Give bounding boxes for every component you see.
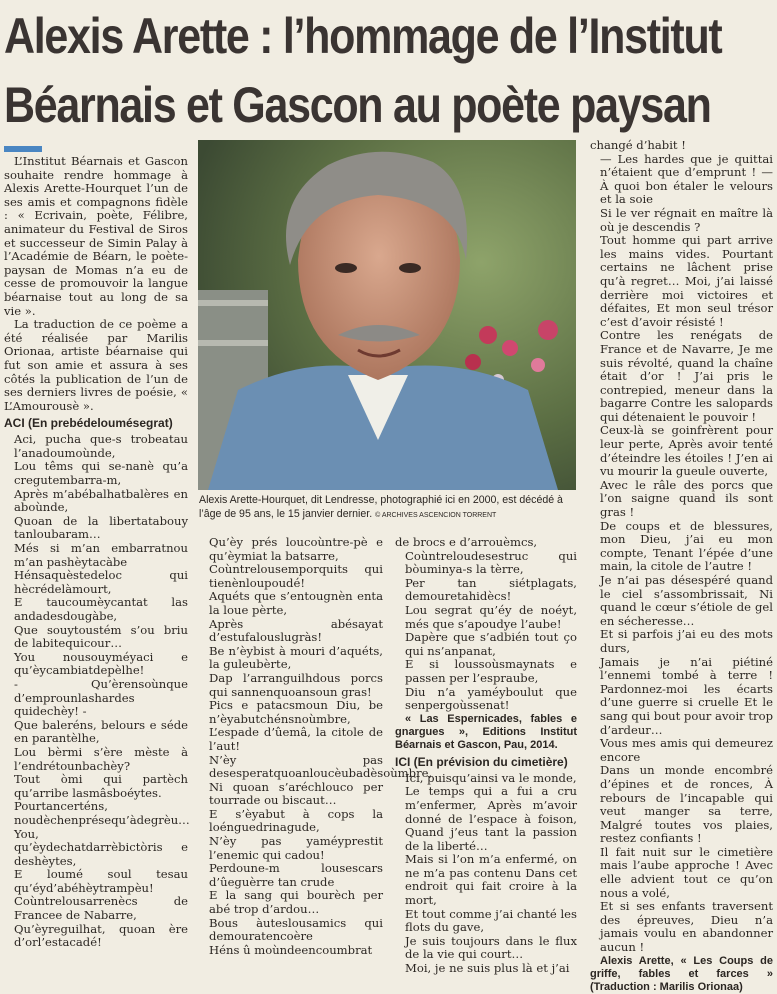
text-line: Je n’ai pas désespéré quand le ciel s’assombrissait, Ni quand le cœur s’étiole de gel en sécheresse… — [600, 573, 773, 628]
poem-translation-french-continued — [590, 139, 773, 955]
text-line: Si le ver régnait en maître là où je descendis ? — [600, 205, 773, 234]
text-line: E s’èyabut à cops la loénguedrinagude, — [209, 806, 383, 835]
text-line: Quoan de la libertatabouy tanloubaram… — [14, 513, 188, 542]
text-line: E si loussoùsmaynats e passen per l’espraube, — [405, 657, 577, 685]
column-3 — [395, 536, 577, 976]
photo-caption — [199, 494, 577, 522]
poem-verses-occitan-continued — [395, 536, 577, 713]
text-line: Dans un monde encombré d’épines et de ronces, À rebours de l’incapable qui veut manger sa terre, Malgré toutes vos plaies, restez confiants ! — [600, 763, 773, 846]
text-line: L’espade d’ûemâ, la citole de l’aut! — [209, 725, 383, 753]
text-line: Lou bèrmi s’ère mèste à l’endrétounbachèy? — [14, 744, 188, 773]
text-line: Contre les renégats de France et de Navarre, Je me suis révolté, quand la chaîne était d’or ! J’ai pris le contrepied, meneur dans la bagarre Contre les salopards qui détenaient le pouvoir ! — [600, 328, 773, 424]
text-line: Coùntrelousarrenècs de Francee de Nabarre, — [14, 894, 188, 923]
accent-bar — [4, 146, 42, 152]
text-line: Tout òmi qui partèch qu’arribe lasmâsboéytes. — [14, 772, 188, 800]
portrait-photo — [198, 140, 576, 490]
text-line: Vous mes amis qui demeurez encore — [600, 736, 773, 764]
photo-credit: © ARCHIVES ASCENCION TORRENT — [375, 511, 497, 519]
text-line: Dapère que s’adbién tout ço qui ns’anpanat, — [405, 630, 577, 658]
text-line: Qu’èy prés loucoùntre-pè e qu’èymiat la batsarre, — [209, 535, 383, 563]
text-line: Lou segrat qu’éy de noéyt, més que s’apoudye l’aube! — [405, 602, 577, 631]
text-line: Coùntreloudesestruc qui bòuminya-s la tèrre, — [405, 548, 577, 577]
text-line: Il fait nuit sur le cimetière mais l’aube approche ! Avec elle advient tout ce qu’on nous a volé, — [600, 844, 773, 900]
poem-translation-french — [395, 772, 577, 976]
text-line: Perdoune-m lousescars d’ûeguèrre tan crude — [209, 861, 383, 889]
text-line: Que baleréns, belours e séde en parantèlhe, — [14, 717, 188, 746]
column-4 — [590, 139, 773, 994]
text-line: changé d’habit ! — [590, 138, 686, 152]
caption-text: Alexis Arette-Hourquet, dit Lendresse, photographié ici en 2000, est décédé à l’âge de 95 ans, le 15 janvier dernier. — [199, 494, 563, 520]
poem-subheading-occitan: ACI (En prebédeloumésegrat) — [4, 416, 173, 431]
translation-source-reference: Alexis Arette, « Les Coups de griffe, fables et farces » (Traduction : Marilis Orionaa) — [590, 954, 773, 993]
poem-verses-occitan — [4, 433, 188, 950]
text-line: Après m’abébalhatbalères en aboùnde, — [14, 486, 188, 515]
text-line: Jamais je n’ai piétiné l’ennemi tombé à terre ! Pardonnez-moi les écarts d’une guerre si cruelle Et le sang qui bout pour avoir trop d’ardeur… — [600, 654, 774, 737]
text-line: Mais si l’on m’a enfermé, on ne m’a pas contenu Dans cet endroit qui fait croire à la mort, — [405, 852, 577, 908]
headline — [4, 2, 722, 140]
text-line: You nousouyméyaci e qu’èycambiatdepèlhe! — [14, 649, 188, 678]
text-line: — Les hardes que je quittai n’étaient que d’emprunt ! — À quoi bon étaler le velours et la soie — [600, 151, 773, 207]
text-line: Après abésayat d’estufalouslugràs! — [209, 616, 383, 645]
column-1 — [4, 155, 188, 950]
headline-line-2: Béarnais et Gascon au poète paysan — [4, 77, 711, 133]
text-line: Hénsaquèstedeloc qui hècrédelàmourt, — [14, 568, 188, 596]
text-line: Je suis toujours dans le flux de la vie qui court… — [405, 933, 577, 962]
text-line: Et si ses enfants traversent des épreuves, Dieu n’a jamais voulu en abandonner aucun ! — [600, 899, 773, 955]
text-line: Per tan siétplagats, demouretahidècs! — [405, 575, 577, 604]
text-line: N’èy pas yaméyprestit l’enemic qui cadou! — [209, 834, 383, 862]
text-line: Diu n’a yaméyboulut que senpergoùssenat! — [405, 684, 577, 713]
text-line: E loumé soul tesau qu’éyd’abéhèytrampèu! — [14, 867, 188, 895]
text-line: Ceux-là se goinfrèrent pour leur perte, Après avoir tenté d’éteindre les étoiles ! J’en ai vu mourir la gueule ouverte, — [600, 423, 773, 479]
text-line: N’èy pas desesperatquoanloucèubadèsoùmbre, — [209, 752, 433, 781]
intro-paragraph: La traduction de ce poème a été réalisée par Marilis Orionaa, artiste béarnaise qui fut son amie et assura à ses côtés la publication de l’un de ses derniers livres de poésie, « L’Amourousè ». — [4, 317, 188, 413]
text-line: Le temps qui a fui a cru m’enfermer, Après m’avoir donné de l’espace à foison, Quand j’eus tant la passion de la liberté… — [405, 784, 577, 853]
text-line: Lou têms qui se-nanè qu’a cregutembarra-m, — [14, 459, 188, 488]
text-line: De coups et de blessures, mon Dieu, j’ai eu mon compte, Tenant l’épée d’une main, la citole de l’autre ! — [600, 518, 773, 574]
text-line: de brocs e d’arrouèmcs, — [395, 535, 538, 549]
text-line: Més si m’an embarratnou m’an pashèytacàbe — [14, 541, 188, 569]
text-line: Que souytoustém s’ou briu de labitequicour… — [14, 622, 188, 651]
text-line: Bous àuteslousamics qui demouratencoère — [209, 915, 383, 944]
text-line: Ni quoan s’aréchlouco per tourrade ou biscaut… — [209, 779, 383, 808]
column-2 — [199, 535, 433, 957]
poem-source-reference: « Las Espernicades, fables e gnargues », Editions Institut Béarnais et Gascon, Pau, 2014. — [395, 712, 577, 751]
text-line: E la sang qui bourèch per abé trop d’ardou… — [209, 888, 383, 917]
text-line: Pics e patacsmoun Diu, be n’èyabutchénsnoùmbre, — [209, 698, 383, 726]
text-line: Héns û moùndeencoumbrat — [209, 942, 373, 957]
text-line: You, qu’èydechatdarrèbictòris e deshèytes, — [14, 826, 188, 868]
text-line: Qu’èyreguilhat, quoan ère d’orl’estacadé! — [14, 921, 188, 950]
text-line: Ici, puisqu’ainsi va le monde, — [405, 770, 577, 785]
text-line: Coùntrelousemporquits qui tienènloupoudé! — [209, 562, 383, 590]
text-line: Et si parfois j’ai eu des mots durs, — [600, 627, 773, 655]
text-line: Aci, pucha que-s trobeatau l’anadoumoùnde, — [14, 432, 188, 460]
text-line: Avec le râle des porcs que l’on saigne quand ils sont gras ! — [600, 477, 773, 520]
text-line: Pourtancerténs, noudèchenprésequ’àdegrèu… — [14, 799, 190, 827]
text-line: Be n’èybist à mouri d’aquéts, la guleubèrte, — [209, 643, 383, 672]
text-line: - Qu’èrensoùnque d’emprounlashardes quidechèy! - — [14, 676, 188, 719]
text-line: Et tout comme j’ai chanté les flots du gave, — [405, 906, 577, 935]
text-line: Tout homme qui part arrive les mains vides. Pourtant certains ne lâchent prise qu’à regret… Moi, j’ai laissé derrière moi victoires et défaites, Et mon seul trésor c’est d’avoir résisté ! — [600, 233, 773, 329]
headline-line-1: Alexis Arette : l’hommage de l’Institut — [4, 8, 722, 64]
text-line: Dap l’arranguilhdous porcs qui sannenquoansoun gras! — [209, 670, 383, 699]
text-line: E taucoumèycantat las andadesdougàbe, — [14, 595, 188, 623]
text-line: Moi, je ne suis plus là et j’ai — [405, 961, 570, 976]
intro-paragraph: L’Institut Béarnais et Gascon souhaite rendre hommage à Alexis Arette-Hourquet l’un de ses amis et compagnons fidèle : « Ecrivain, poète, Félibre, animateur du Festival de Siros et successeur de Simin Palay à l’Académie de Béarn, le poète-paysan de Momas n’a eu de cesse de promouvoir la langue béarnaise tout au long de sa vie ». — [4, 154, 188, 318]
text-line: Aquéts que s’entougnèn enta la loue pèrte, — [209, 589, 383, 617]
poem-subheading-french: ICI (En prévision du cimetière) — [395, 754, 568, 769]
